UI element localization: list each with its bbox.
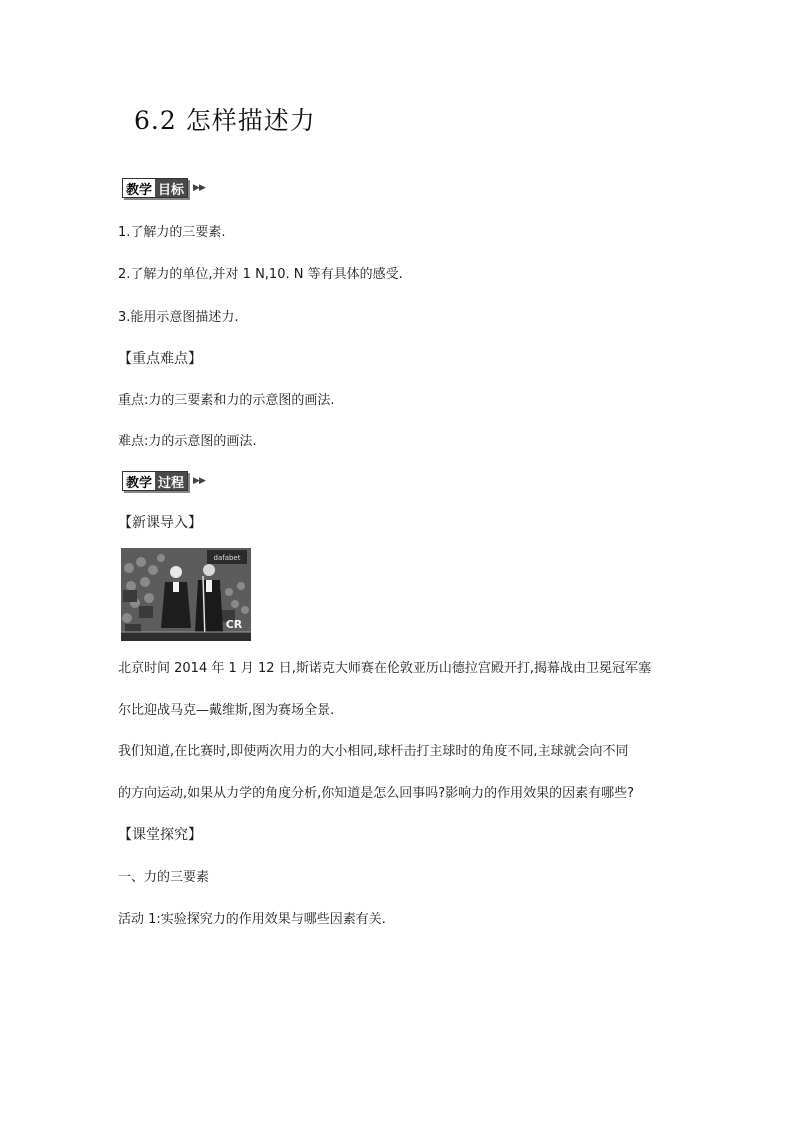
teaching-process-badge <box>122 471 205 491</box>
explore-heading: 【课堂探究】 <box>118 827 202 843</box>
objective-item-2: 2.了解力的单位,并对 1 N,10. N 等有具体的感受. <box>118 267 403 282</box>
intro-para2-line2: 的方向运动,如果从力学的角度分析,你知道是怎么回事吗?影响力的作用效果的因素有哪些? <box>118 786 635 801</box>
key-points-heading: 【重点难点】 <box>118 351 202 367</box>
page-title: 6.2 怎样描述力 <box>134 106 316 135</box>
intro-para1-line2: 尔比迎战马克—戴维斯,图为赛场全景. <box>118 703 335 718</box>
snooker-match-photo <box>121 548 251 641</box>
tv-logo-text: CR <box>225 618 243 631</box>
section1-title: 一、力的三要素 <box>118 870 210 885</box>
badge-label-left: 教学 <box>123 472 155 490</box>
teaching-objectives-badge <box>122 178 205 198</box>
difficult-point-text: 难点:力的示意图的画法. <box>118 434 257 449</box>
activity1-text: 活动 1:实验探究力的作用效果与哪些因素有关. <box>118 912 386 927</box>
intro-para1-line1: 北京时间 2014 年 1 月 12 日,斯诺克大师赛在伦敦亚历山德拉宫殿开打,揭幕战由卫冕冠军塞 <box>118 661 651 676</box>
intro-heading: 【新课导入】 <box>118 515 202 531</box>
double-arrow-icon: ▶▶ <box>193 183 205 193</box>
objective-item-3: 3.能用示意图描述力. <box>118 310 239 325</box>
objective-item-1: 1.了解力的三要素. <box>118 225 226 240</box>
key-point-text: 重点:力的三要素和力的示意图的画法. <box>118 393 335 408</box>
double-arrow-icon: ▶▶ <box>193 476 205 486</box>
snooker-photo-illustration <box>121 548 251 641</box>
badge-label-right: 过程 <box>155 472 187 490</box>
badge-label-left: 教学 <box>123 179 155 197</box>
badge-label-right: 目标 <box>155 179 187 197</box>
arena-banner-text: dafabet <box>213 554 241 562</box>
intro-para2-line1: 我们知道,在比赛时,即使两次用力的大小相同,球杆击打主球时的角度不同,主球就会向不同 <box>118 744 629 759</box>
